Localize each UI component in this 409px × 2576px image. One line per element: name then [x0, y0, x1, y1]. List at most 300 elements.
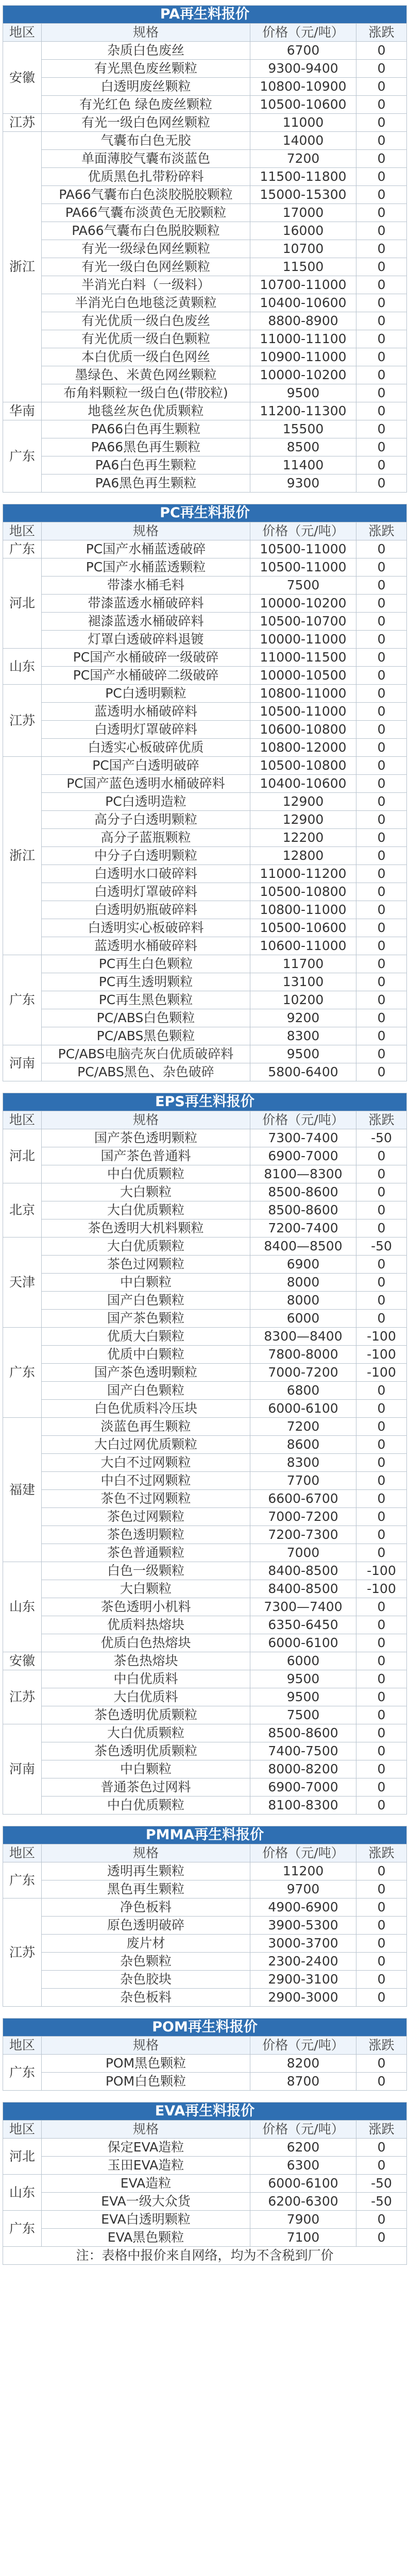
change-cell: 0	[356, 384, 407, 402]
footnote: 注：表格中报价来自网络，均为不含税到厂价	[3, 2247, 407, 2265]
change-cell: 0	[356, 739, 407, 757]
change-cell: 0	[356, 1400, 407, 1418]
spec-cell: 大白颗粒	[42, 1183, 250, 1201]
spec-cell: PA6黑色再生颗粒	[42, 474, 250, 493]
spec-cell: 本白优质一级白色网丝	[42, 348, 250, 366]
table-row	[3, 1917, 407, 1935]
spec-cell: POM白色颗粒	[42, 2073, 250, 2091]
table-row	[3, 330, 407, 348]
spec-cell: PC/ABS电脑壳灰白优质破碎料	[42, 1045, 250, 1063]
price-cell: 10600-11000	[250, 937, 356, 955]
header-change: 涨跌	[356, 522, 407, 540]
price-cell: 10500-10800	[250, 883, 356, 901]
table-row	[3, 901, 407, 919]
table-row	[3, 1490, 407, 1508]
price-cell: 11000-11100	[250, 330, 356, 348]
region-cell: 安徽	[3, 1652, 42, 1670]
table-row	[3, 2055, 407, 2073]
header-change: 涨跌	[356, 1111, 407, 1129]
table-row	[3, 348, 407, 366]
spec-cell: 带漆蓝透水桶破碎料	[42, 595, 250, 613]
price-cell: 2900-3000	[250, 1989, 356, 2007]
change-cell: 0	[356, 811, 407, 829]
spec-cell: 茶色过网颗粒	[42, 1508, 250, 1526]
spec-cell: 中白颗粒	[42, 1760, 250, 1778]
region-cell: 福建	[3, 1418, 42, 1562]
table-row	[3, 1219, 407, 1238]
change-cell: 0	[356, 1899, 407, 1917]
table-row	[3, 847, 407, 865]
header-spec: 规格	[42, 2121, 250, 2139]
spec-cell: 大白优质颗粒	[42, 1238, 250, 1256]
spec-cell: 白透明水口破碎料	[42, 865, 250, 883]
price-cell: 7500	[250, 1706, 356, 1724]
spec-cell: 大白优质料	[42, 1688, 250, 1706]
change-cell: 0	[356, 1472, 407, 1490]
change-cell: 0	[356, 2211, 407, 2229]
header-spec: 规格	[42, 1111, 250, 1129]
price-cell: 12900	[250, 811, 356, 829]
region-cell: 华南	[3, 402, 42, 420]
change-cell: 0	[356, 1063, 407, 1081]
spec-cell: 茶色不过网颗粒	[42, 1490, 250, 1508]
header-row	[3, 1111, 407, 1129]
price-cell: 10900-11000	[250, 348, 356, 366]
price-cell: 7700	[250, 1472, 356, 1490]
table-row	[3, 1526, 407, 1544]
price-cell: 10400-10600	[250, 775, 356, 793]
change-cell: 0	[356, 793, 407, 811]
spec-cell: PC再生白色颗粒	[42, 955, 250, 973]
change-cell: -100	[356, 1580, 407, 1598]
change-cell: 0	[356, 1526, 407, 1544]
spec-cell: PC/ABS黑色颗粒	[42, 1027, 250, 1045]
price-cell: 9500	[250, 1688, 356, 1706]
table-row	[3, 2139, 407, 2157]
change-cell: 0	[356, 1183, 407, 1201]
table-row	[3, 2073, 407, 2091]
spec-cell: 杂色胶块	[42, 1971, 250, 1989]
header-region: 地区	[3, 24, 42, 42]
region-cell: 浙江	[3, 132, 42, 402]
price-cell: 8000	[250, 1274, 356, 1292]
section-spacer	[3, 493, 406, 504]
spec-cell: 中白颗粒	[42, 1274, 250, 1292]
change-cell: 0	[356, 1670, 407, 1688]
price-cell: 7000-7200	[250, 1364, 356, 1382]
table-row	[3, 78, 407, 96]
price-cell: 4900-6900	[250, 1899, 356, 1917]
table-row	[3, 1742, 407, 1760]
spec-cell: 地毯丝灰色优质颗粒	[42, 402, 250, 420]
price-cell: 7000	[250, 1544, 356, 1562]
header-price: 价格（元/吨）	[250, 1111, 356, 1129]
spec-cell: 茶色透明小机料	[42, 1598, 250, 1616]
change-cell: 0	[356, 204, 407, 222]
price-cell: 12900	[250, 793, 356, 811]
header-change: 涨跌	[356, 2037, 407, 2055]
header-region: 地区	[3, 1111, 42, 1129]
spec-cell: PC国产水桶蓝透颗粒	[42, 558, 250, 577]
change-cell: -100	[356, 1364, 407, 1382]
table-row	[3, 204, 407, 222]
price-cell: 17000	[250, 204, 356, 222]
change-cell: 0	[356, 1292, 407, 1310]
spec-cell: 优质黑色扎带粉碎料	[42, 168, 250, 186]
spec-cell: 半消光白料（一级料）	[42, 276, 250, 294]
table-row	[3, 757, 407, 775]
price-cell: 11200	[250, 1862, 356, 1880]
price-cell: 8400-8500	[250, 1562, 356, 1580]
table-row	[3, 150, 407, 168]
table-row	[3, 631, 407, 649]
region-cell: 安徽	[3, 42, 42, 114]
price-cell: 11400	[250, 456, 356, 474]
spec-cell: 国产茶色透明颗粒	[42, 1364, 250, 1382]
spec-cell: 净色板料	[42, 1899, 250, 1917]
change-cell: 0	[356, 240, 407, 258]
table-row	[3, 991, 407, 1009]
table-row	[3, 420, 407, 438]
table-row	[3, 1760, 407, 1778]
change-cell: 0	[356, 258, 407, 276]
table-row	[3, 1454, 407, 1472]
spec-cell: 褪漆蓝透水桶破碎料	[42, 613, 250, 631]
price-cell: 9500	[250, 1670, 356, 1688]
change-cell: 0	[356, 420, 407, 438]
price-cell: 10700	[250, 240, 356, 258]
change-cell: 0	[356, 2055, 407, 2073]
spec-cell: PC再生透明颗粒	[42, 973, 250, 991]
spec-cell: 国产白色颗粒	[42, 1382, 250, 1400]
price-cell: 6200-6300	[250, 2193, 356, 2211]
spec-cell: EVA白透明颗粒	[42, 2211, 250, 2229]
spec-cell: 高分子蓝瓶颗粒	[42, 829, 250, 847]
spec-cell: 原色透明破碎	[42, 1917, 250, 1935]
change-cell: 0	[356, 438, 407, 456]
price-cell: 7400-7500	[250, 1742, 356, 1760]
change-cell: 0	[356, 1544, 407, 1562]
price-cell: 8100-8300	[250, 1797, 356, 1815]
table-row	[3, 1183, 407, 1201]
table-row	[3, 42, 407, 60]
table-row	[3, 1562, 407, 1580]
section-title: EPS再生料报价	[3, 1093, 407, 1111]
price-cell: 6900-7000	[250, 1147, 356, 1165]
change-cell: 0	[356, 78, 407, 96]
change-cell: 0	[356, 937, 407, 955]
spec-cell: 布角料颗粒一级白色(带胶粒)	[42, 384, 250, 402]
price-cell: 6350-6450	[250, 1616, 356, 1634]
table-row	[3, 366, 407, 384]
change-cell: 0	[356, 649, 407, 667]
change-cell: 0	[356, 1989, 407, 2007]
table-row	[3, 1634, 407, 1652]
region-cell: 江苏	[3, 114, 42, 132]
price-cell: 10800-10900	[250, 78, 356, 96]
spec-cell: PA66白色再生颗粒	[42, 420, 250, 438]
spec-cell: 优质料热熔块	[42, 1616, 250, 1634]
spec-cell: PC/ABS白色颗粒	[42, 1009, 250, 1027]
table-row	[3, 2229, 407, 2247]
change-cell: 0	[356, 1045, 407, 1063]
table-row	[3, 1935, 407, 1953]
section-spacer	[3, 2007, 406, 2018]
table-row	[3, 1310, 407, 1328]
change-cell: 0	[356, 1165, 407, 1183]
price-cell: 10500-11000	[250, 558, 356, 577]
table-row	[3, 865, 407, 883]
table-row	[3, 1292, 407, 1310]
table-row	[3, 1778, 407, 1797]
price-cell: 6000-6100	[250, 1400, 356, 1418]
change-cell: 0	[356, 631, 407, 649]
table-row	[3, 1165, 407, 1183]
change-cell: 0	[356, 150, 407, 168]
change-cell: 0	[356, 829, 407, 847]
spec-cell: 大白优质颗粒	[42, 1201, 250, 1219]
price-cell: 6000	[250, 1310, 356, 1328]
region-cell: 北京	[3, 1183, 42, 1238]
change-cell: 0	[356, 703, 407, 721]
spec-cell: PA6白色再生颗粒	[42, 456, 250, 474]
price-cell: 11000	[250, 114, 356, 132]
table-row	[3, 384, 407, 402]
region-cell: 河北	[3, 558, 42, 649]
header-row	[3, 2037, 407, 2055]
table-row	[3, 186, 407, 204]
price-table	[3, 5, 407, 493]
price-cell: 6700	[250, 42, 356, 60]
spec-cell: 大白颗粒	[42, 1580, 250, 1598]
region-cell: 河北	[3, 2139, 42, 2175]
table-row	[3, 276, 407, 294]
price-cell: 7800-8000	[250, 1346, 356, 1364]
change-cell: 0	[356, 667, 407, 685]
change-cell: 0	[356, 1634, 407, 1652]
price-cell: 8500-8600	[250, 1201, 356, 1219]
change-cell: 0	[356, 577, 407, 595]
change-cell: 0	[356, 1436, 407, 1454]
spec-cell: POM黑色颗粒	[42, 2055, 250, 2073]
spec-cell: 大白不过网颗粒	[42, 1454, 250, 1472]
change-cell: 0	[356, 901, 407, 919]
price-cell: 8500-8600	[250, 1183, 356, 1201]
price-cell: 9300	[250, 474, 356, 493]
table-row	[3, 1400, 407, 1418]
change-cell: 0	[356, 1508, 407, 1526]
table-row	[3, 1899, 407, 1917]
section-title-row	[3, 1826, 407, 1844]
header-row	[3, 1844, 407, 1862]
change-cell: -50	[356, 2193, 407, 2211]
price-cell: 7200	[250, 150, 356, 168]
change-cell: 0	[356, 1935, 407, 1953]
price-cell: 10500-10800	[250, 757, 356, 775]
change-cell: 0	[356, 168, 407, 186]
table-row	[3, 1706, 407, 1724]
spec-cell: 玉田EVA造粒	[42, 2157, 250, 2175]
change-cell: 0	[356, 757, 407, 775]
change-cell: -50	[356, 1129, 407, 1147]
price-cell: 9500	[250, 384, 356, 402]
price-cell: 8200	[250, 2055, 356, 2073]
header-change: 涨跌	[356, 1844, 407, 1862]
region-cell: 山东	[3, 649, 42, 685]
table-row	[3, 1063, 407, 1081]
price-cell: 8500	[250, 438, 356, 456]
section-spacer	[3, 1815, 406, 1826]
price-cell: 16000	[250, 222, 356, 240]
price-cell: 10800-11000	[250, 685, 356, 703]
table-row	[3, 1598, 407, 1616]
spec-cell: 优质白色热熔块	[42, 1634, 250, 1652]
price-table	[3, 2018, 407, 2091]
price-cell: 8400—8500	[250, 1238, 356, 1256]
table-row	[3, 294, 407, 312]
region-cell: 广东	[3, 540, 42, 558]
spec-cell: 气囊布白色无胶	[42, 132, 250, 150]
change-cell: 0	[356, 132, 407, 150]
header-spec: 规格	[42, 24, 250, 42]
price-cell: 7300—7400	[250, 1598, 356, 1616]
table-row	[3, 540, 407, 558]
table-row	[3, 240, 407, 258]
price-cell: 6200	[250, 2139, 356, 2157]
table-row	[3, 721, 407, 739]
change-cell: 0	[356, 1256, 407, 1274]
spec-cell: 有光一级白色网丝颗粒	[42, 114, 250, 132]
price-cell: 10000-10200	[250, 366, 356, 384]
price-cell: 6900	[250, 1256, 356, 1274]
table-row	[3, 222, 407, 240]
price-cell: 12800	[250, 847, 356, 865]
region-cell: 广东	[3, 2211, 42, 2247]
price-cell: 11000-11500	[250, 649, 356, 667]
section-title-row	[3, 2019, 407, 2037]
spec-cell: 蓝透明水桶破碎料	[42, 703, 250, 721]
price-cell: 10400-10600	[250, 294, 356, 312]
table-row	[3, 811, 407, 829]
spec-cell: PC国产水桶破碎一级破碎	[42, 649, 250, 667]
price-cell: 10000-10200	[250, 595, 356, 613]
price-table	[3, 2102, 407, 2265]
region-cell: 广东	[3, 1862, 42, 1899]
change-cell: 0	[356, 2139, 407, 2157]
change-cell: 0	[356, 919, 407, 937]
spec-cell: 灯罩白透破碎料退镀	[42, 631, 250, 649]
section-title-row	[3, 6, 407, 24]
change-cell: 0	[356, 1454, 407, 1472]
spec-cell: PA66黑色再生颗粒	[42, 438, 250, 456]
spec-cell: 墨绿色、米黄色网丝颗粒	[42, 366, 250, 384]
spec-cell: 茶色透明颗粒	[42, 1526, 250, 1544]
section-spacer	[3, 2091, 406, 2102]
change-cell: 0	[356, 1797, 407, 1815]
table-row	[3, 1129, 407, 1147]
change-cell: 0	[356, 186, 407, 204]
table-row	[3, 919, 407, 937]
header-region: 地区	[3, 2121, 42, 2139]
spec-cell: 白透实心板破碎优质	[42, 739, 250, 757]
price-cell: 7500	[250, 577, 356, 595]
header-row	[3, 522, 407, 540]
table-row	[3, 2175, 407, 2193]
spec-cell: 茶色透明大机料颗粒	[42, 1219, 250, 1238]
price-cell: 8000	[250, 1292, 356, 1310]
table-row	[3, 132, 407, 150]
header-price: 价格（元/吨）	[250, 24, 356, 42]
change-cell: 0	[356, 595, 407, 613]
price-cell: 8300	[250, 1027, 356, 1045]
change-cell: 0	[356, 1219, 407, 1238]
change-cell: 0	[356, 330, 407, 348]
price-cell: 7200-7400	[250, 1219, 356, 1238]
change-cell: -100	[356, 1346, 407, 1364]
region-cell: 天津	[3, 1238, 42, 1328]
table-row	[3, 312, 407, 330]
change-cell: 0	[356, 1147, 407, 1165]
price-cell: 10000-11000	[250, 631, 356, 649]
price-cell: 9700	[250, 1880, 356, 1899]
table-row	[3, 1580, 407, 1598]
spec-cell: PC/ABS黑色、杂色破碎	[42, 1063, 250, 1081]
change-cell: 0	[356, 96, 407, 114]
table-row	[3, 1328, 407, 1346]
spec-cell: 有光一级白色网丝颗粒	[42, 258, 250, 276]
spec-cell: 大白优质颗粒	[42, 1724, 250, 1742]
table-row	[3, 1862, 407, 1880]
spec-cell: 国产茶色透明颗粒	[42, 1129, 250, 1147]
table-row	[3, 1880, 407, 1899]
table-row	[3, 1989, 407, 2007]
table-row	[3, 595, 407, 613]
price-cell: 8300	[250, 1454, 356, 1472]
price-table	[3, 504, 407, 1081]
spec-cell: EVA一级大众货	[42, 2193, 250, 2211]
spec-cell: 中白不过网颗粒	[42, 1472, 250, 1490]
region-cell: 广东	[3, 2055, 42, 2091]
spec-cell: 白透明废丝颗粒	[42, 78, 250, 96]
change-cell: 0	[356, 847, 407, 865]
price-cell: 15500	[250, 420, 356, 438]
section-title: PMMA再生料报价	[3, 1826, 407, 1844]
spec-cell: 国产茶色颗粒	[42, 1310, 250, 1328]
change-cell: 0	[356, 1971, 407, 1989]
price-cell: 8500-8600	[250, 1724, 356, 1742]
price-cell: 3900-5300	[250, 1917, 356, 1935]
change-cell: 0	[356, 1598, 407, 1616]
spec-cell: 国产白色颗粒	[42, 1292, 250, 1310]
table-row	[3, 775, 407, 793]
header-row	[3, 24, 407, 42]
change-cell: -100	[356, 1562, 407, 1580]
price-cell: 15000-15300	[250, 186, 356, 204]
spec-cell: 有光红色 绿色废丝颗粒	[42, 96, 250, 114]
table-row	[3, 114, 407, 132]
spec-cell: PC白透明造粒	[42, 793, 250, 811]
table-row	[3, 1436, 407, 1454]
price-cell: 8400-8500	[250, 1580, 356, 1598]
change-cell: 0	[356, 685, 407, 703]
price-cell: 11700	[250, 955, 356, 973]
change-cell: 0	[356, 1490, 407, 1508]
table-row	[3, 955, 407, 973]
spec-cell: 蓝透明水桶破碎料	[42, 937, 250, 955]
change-cell: 0	[356, 222, 407, 240]
table-row	[3, 1688, 407, 1706]
price-cell: 8100—8300	[250, 1165, 356, 1183]
